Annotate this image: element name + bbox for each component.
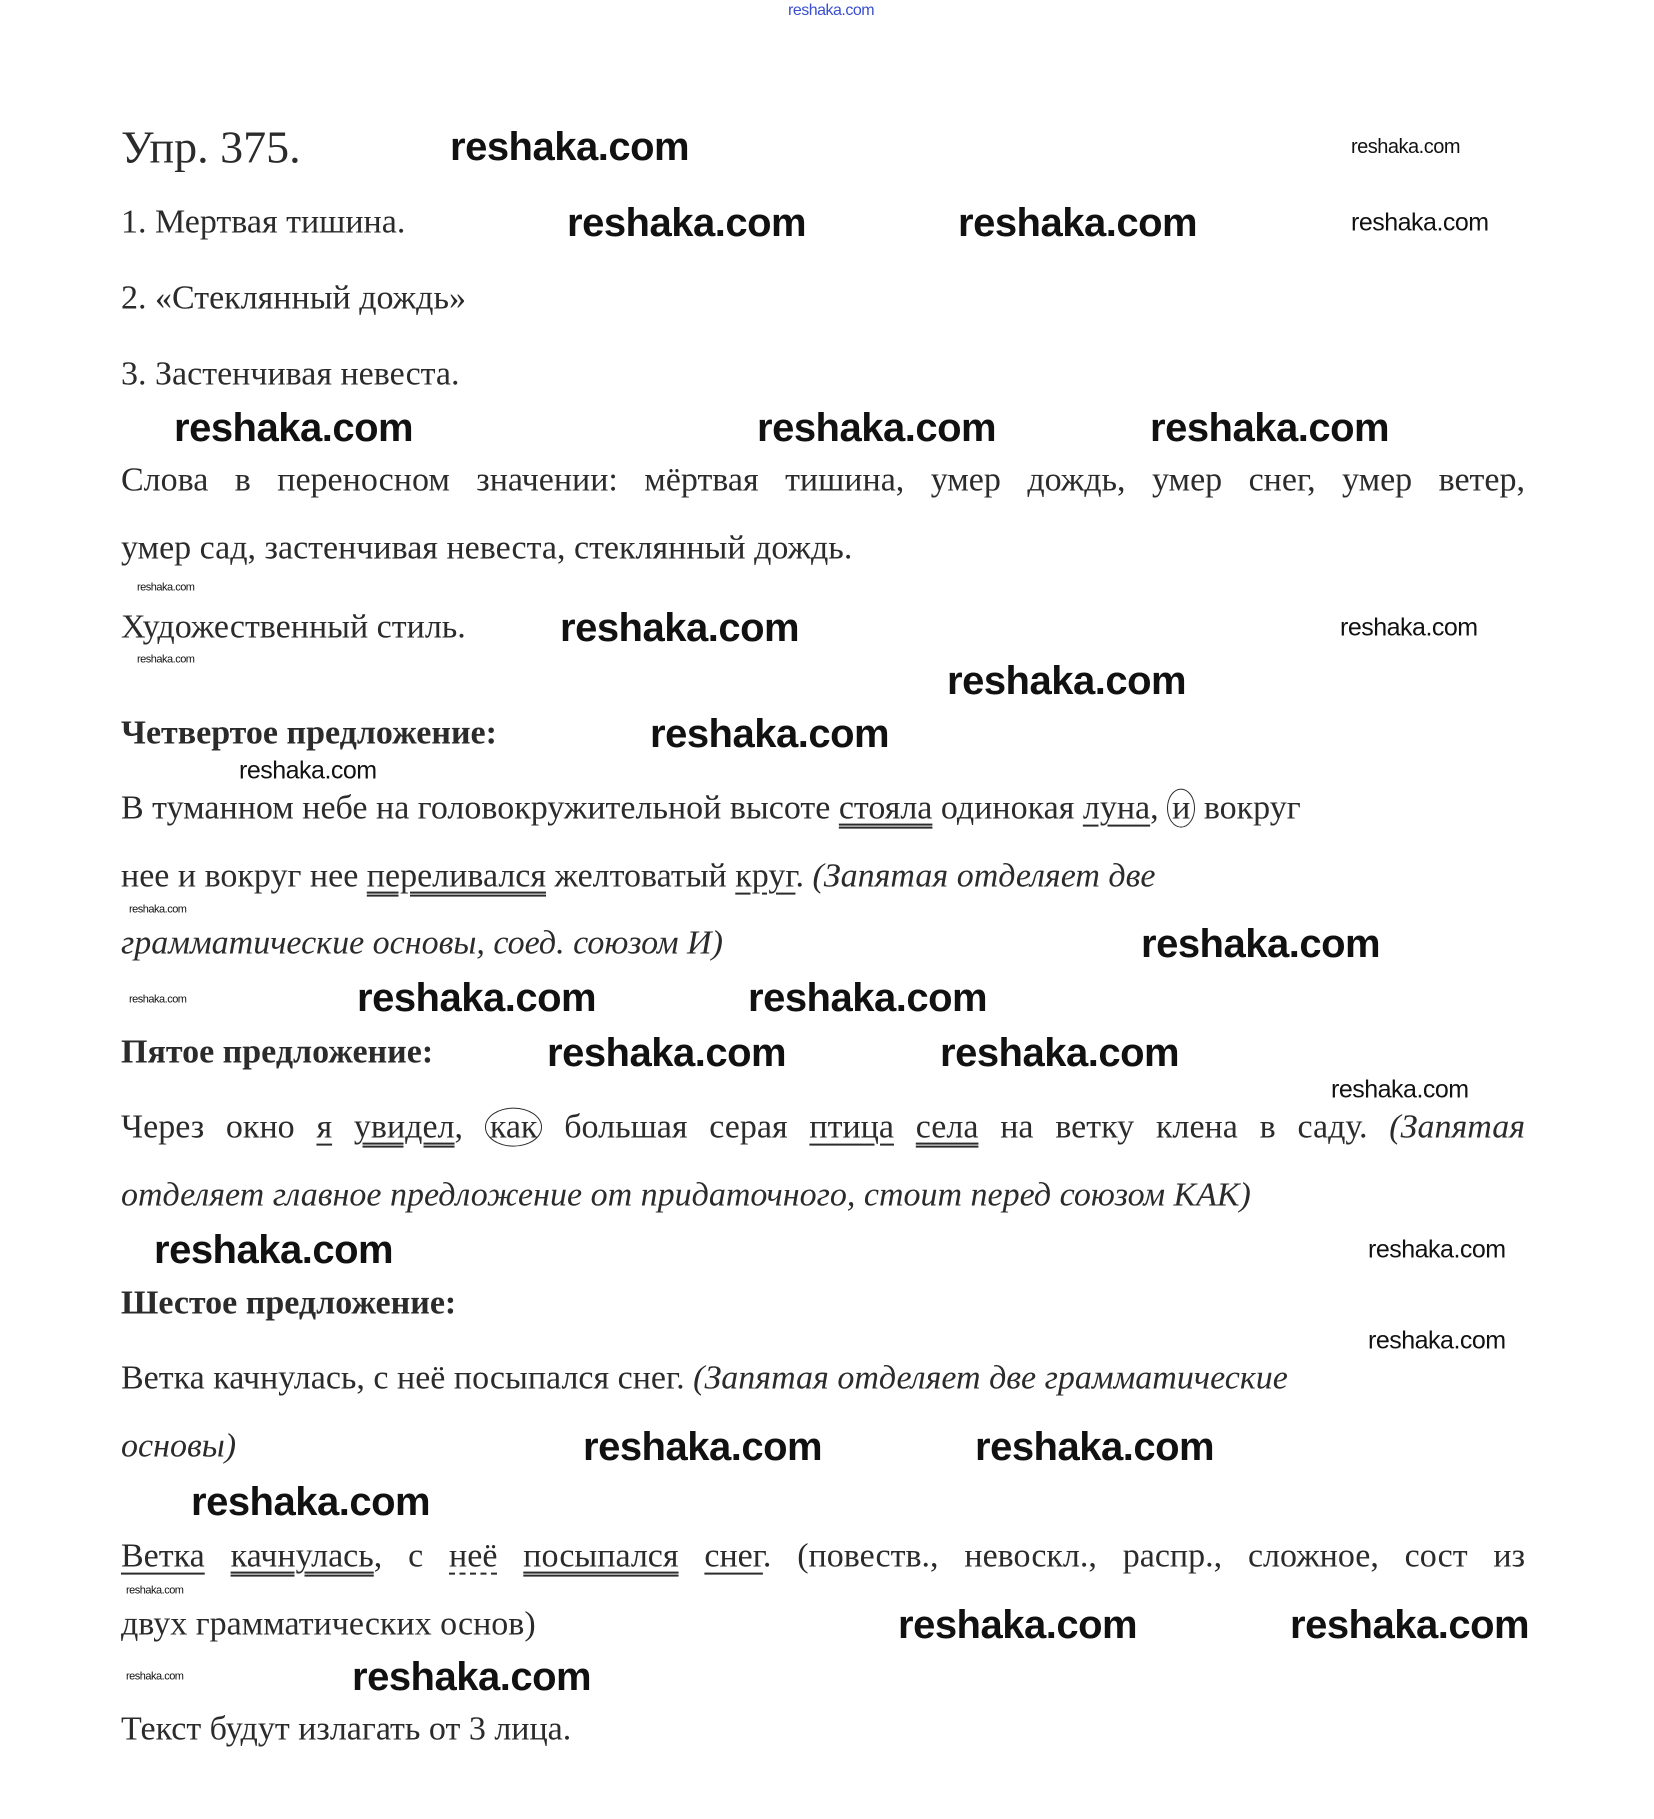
- subject-word: я: [316, 1108, 333, 1146]
- circled-conjunction: как: [485, 1108, 543, 1147]
- text-segment: [205, 1538, 231, 1575]
- text-line: [121, 529, 852, 570]
- watermark: reshaka.com: [137, 581, 195, 594]
- text-line: [121, 924, 723, 965]
- text-segment: ,: [454, 1108, 485, 1146]
- watermark: reshaka.com: [788, 2, 875, 19]
- text-segment: [679, 1538, 705, 1575]
- text-line: [121, 1605, 536, 1646]
- watermark: reshaka.com: [1351, 208, 1489, 237]
- text-line: [121, 1710, 571, 1751]
- text-line: [121, 1537, 1525, 1578]
- text-segment: 2. «Стеклянный дождь»: [121, 279, 466, 317]
- watermark: reshaka.com: [1141, 922, 1381, 966]
- text-segment: . (повеств., невоскл., распр., сложное, сост из: [762, 1537, 1526, 1575]
- watermark: reshaka.com: [975, 1425, 1215, 1469]
- text-segment: В туманном небе на головокружительной высоте: [121, 789, 839, 827]
- watermark: reshaka.com: [126, 1670, 184, 1683]
- text-line: [121, 608, 466, 649]
- text-segment: .: [795, 857, 813, 895]
- text-segment: Слова в переносном значении: мёртвая тишина, умер дождь, умер снег, умер ветер,: [121, 461, 1525, 499]
- watermark: reshaka.com: [650, 712, 890, 756]
- predicate-word: села: [915, 1108, 979, 1146]
- subject-word: птица: [809, 1108, 894, 1146]
- watermark: reshaka.com: [1368, 1326, 1506, 1355]
- text-segment: 1. Мертвая тишина.: [121, 203, 406, 241]
- predicate-word: стояла: [838, 789, 933, 827]
- text-segment: двух грамматических основ): [121, 1605, 536, 1643]
- watermark: reshaka.com: [239, 756, 377, 785]
- text-segment: [497, 1538, 523, 1575]
- text-segment: Художественный стиль.: [121, 608, 466, 646]
- text-segment: Текст будут излагать от 3 лица.: [121, 1710, 572, 1748]
- predicate-word: переливался: [366, 857, 547, 895]
- text-line: [121, 1176, 1251, 1217]
- text-segment: нее и вокруг нее: [121, 857, 367, 895]
- watermark: reshaka.com: [958, 201, 1198, 245]
- watermark: reshaka.com: [352, 1655, 592, 1699]
- watermark: reshaka.com: [1150, 406, 1390, 450]
- text-segment: умер сад, застенчивая невеста, стеклянный дождь.: [121, 529, 853, 567]
- watermark: reshaka.com: [126, 1584, 184, 1597]
- watermark: reshaka.com: [174, 406, 414, 450]
- subject-word: Ветка: [121, 1537, 205, 1575]
- predicate-word: посыпался: [523, 1537, 679, 1575]
- text-segment: [332, 1109, 354, 1146]
- watermark: reshaka.com: [898, 1603, 1138, 1647]
- text-segment: на ветку клена в саду.: [978, 1108, 1390, 1146]
- watermark: reshaka.com: [1351, 136, 1460, 158]
- text-line: [121, 857, 1155, 898]
- watermark: reshaka.com: [583, 1425, 823, 1469]
- watermark: reshaka.com: [567, 201, 807, 245]
- subject-word: луна: [1082, 789, 1151, 827]
- subject-word: круг: [735, 857, 796, 895]
- text-segment: Ветка качнулась, с неё посыпался снег.: [121, 1359, 694, 1397]
- text-line: [121, 203, 405, 244]
- watermark: reshaka.com: [560, 606, 800, 650]
- circled-conjunction: и: [1167, 789, 1195, 828]
- section-heading: [121, 714, 497, 755]
- watermark: reshaka.com: [154, 1228, 394, 1272]
- text-segment: большая серая: [542, 1108, 810, 1146]
- text-line: [121, 355, 460, 396]
- watermark: reshaka.com: [947, 659, 1187, 703]
- text-segment: 3. Застенчивая невеста.: [121, 355, 460, 393]
- text-segment: ,: [1150, 789, 1168, 827]
- text-segment: основы): [121, 1427, 237, 1465]
- watermark: reshaka.com: [940, 1031, 1180, 1075]
- watermark: reshaka.com: [748, 976, 988, 1020]
- text-segment: (Запятая отделяет две: [812, 857, 1156, 895]
- text-line: [121, 1108, 1525, 1149]
- text-segment: Шестое предложение:: [121, 1284, 457, 1322]
- watermark: reshaka.com: [1290, 1603, 1530, 1647]
- text-segment: Через окно: [121, 1108, 317, 1146]
- text-line: [121, 1359, 1288, 1400]
- section-heading: [121, 1284, 456, 1325]
- text-line: [121, 279, 466, 320]
- text-segment: (Запятая отделяет две грамматические: [693, 1359, 1288, 1397]
- watermark: reshaka.com: [191, 1480, 431, 1524]
- watermark: reshaka.com: [137, 653, 195, 666]
- text-segment: Упр. 375.: [121, 121, 301, 173]
- watermark: reshaka.com: [547, 1031, 787, 1075]
- watermark: reshaka.com: [1340, 613, 1478, 642]
- predicate-word: увидел: [353, 1108, 455, 1146]
- text-segment: Четвертое предложение:: [121, 714, 497, 752]
- exercise-title: [121, 119, 301, 174]
- watermark: reshaka.com: [129, 993, 187, 1006]
- watermark: reshaka.com: [450, 125, 690, 169]
- watermark: reshaka.com: [757, 406, 997, 450]
- text-segment: (Запятая: [1389, 1108, 1526, 1146]
- text-segment: [894, 1109, 916, 1146]
- section-heading: [121, 1033, 433, 1074]
- text-segment: отделяет главное предложение от придаточного, стоит перед союзом КАК): [121, 1176, 1251, 1214]
- text-segment: грамматические основы, соед. союзом И): [121, 924, 723, 962]
- adverbial-word: неё: [449, 1537, 498, 1575]
- text-line: [121, 461, 1525, 502]
- predicate-word: качнулась: [230, 1537, 374, 1575]
- text-line: [121, 1427, 236, 1468]
- text-line: [121, 789, 1301, 830]
- text-segment: одинокая: [932, 789, 1083, 827]
- text-segment: , с: [373, 1537, 450, 1575]
- text-segment: желтоватый: [546, 857, 736, 895]
- watermark: reshaka.com: [129, 903, 187, 916]
- watermark: reshaka.com: [357, 976, 597, 1020]
- text-segment: Пятое предложение:: [121, 1033, 434, 1071]
- text-segment: вокруг: [1195, 789, 1301, 827]
- subject-word: снег: [704, 1537, 763, 1575]
- watermark: reshaka.com: [1368, 1235, 1506, 1264]
- watermark: reshaka.com: [1331, 1075, 1469, 1104]
